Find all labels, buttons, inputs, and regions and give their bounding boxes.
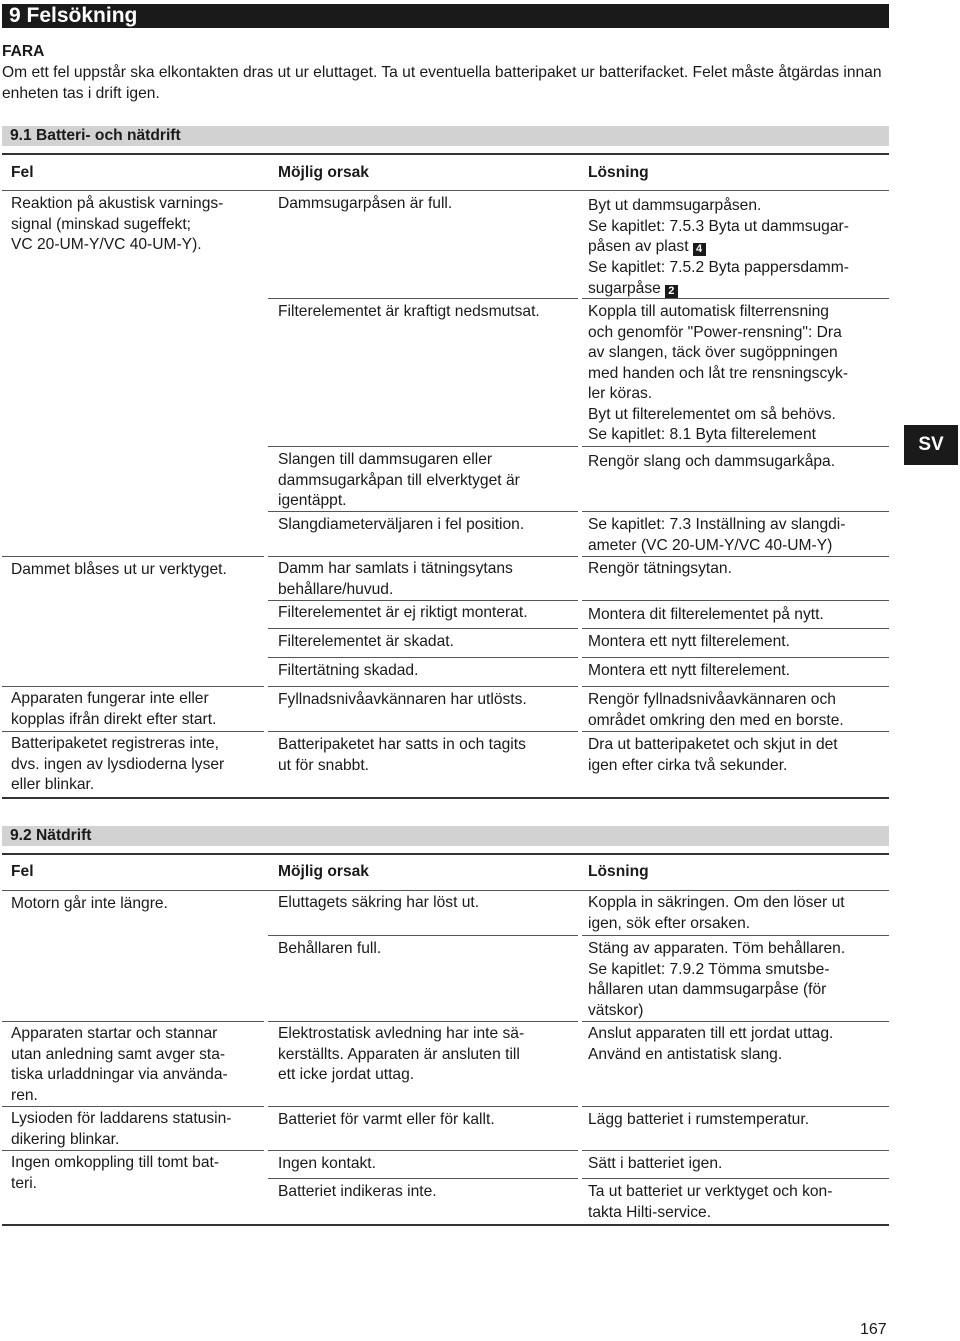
- row-divider: [582, 1021, 889, 1022]
- table-header-rule: [2, 190, 889, 191]
- solution-cell: Lägg batteriet i rumstemperatur.: [588, 1111, 810, 1128]
- solution-cell: Se kapitlet: 7.5.2 Byta pappersdamm-: [588, 259, 849, 276]
- row-divider: [268, 935, 578, 936]
- figure-reference-badge: 2: [665, 285, 678, 298]
- solution-text: påsen av plast: [588, 238, 689, 255]
- solution-cell: Sätt i batteriet igen.: [588, 1155, 723, 1172]
- page-title: 9 Felsökning: [2, 4, 889, 28]
- row-divider: [582, 657, 889, 658]
- table-top-rule: [2, 153, 889, 155]
- row-divider: [2, 1021, 264, 1022]
- cause-cell: Batteriet indikeras inte.: [278, 1183, 437, 1200]
- row-divider: [2, 1106, 264, 1107]
- solution-cell: Montera dit filterelementet på nytt.: [588, 606, 824, 623]
- fault-cell: Apparaten startar och stannar utan anledning samt avger sta- tiska urladdningar via använda- ren.: [11, 1025, 228, 1104]
- table-bottom-rule: [2, 1224, 889, 1226]
- row-divider: [268, 686, 578, 687]
- cause-cell: Batteriet för varmt eller för kallt.: [278, 1111, 495, 1128]
- table-top-rule: [2, 853, 889, 855]
- table-header-rule: [2, 890, 889, 891]
- figure-reference-badge: 4: [693, 243, 706, 256]
- row-divider: [2, 686, 264, 687]
- language-tab: SV: [904, 425, 958, 465]
- solution-cell: Ta ut batteriet ur verktyget och kon- takta Hilti-service.: [588, 1183, 833, 1221]
- column-header-fault: Fel: [11, 164, 34, 181]
- row-divider: [582, 731, 889, 732]
- section-title-mains: 9.2 Nätdrift: [2, 826, 889, 846]
- fault-cell: Ingen omkoppling till tomt bat- teri.: [11, 1154, 220, 1192]
- row-divider: [268, 1178, 578, 1179]
- solution-cell: Rengör fyllnadsnivåavkännaren och området omkring den med en borste.: [588, 691, 844, 729]
- cause-cell: Eluttagets säkring har löst ut.: [278, 894, 480, 911]
- row-divider: [268, 446, 578, 447]
- row-divider: [582, 1106, 889, 1107]
- cause-cell: Elektrostatisk avledning har inte sä- kerställts. Apparaten är ansluten till ett icke jordat uttag.: [278, 1025, 525, 1083]
- solution-cell: [588, 279, 678, 300]
- row-divider: [2, 1150, 264, 1151]
- row-divider: [2, 731, 264, 732]
- row-divider: [268, 731, 578, 732]
- cause-cell: Slangdiameterväljaren i fel position.: [278, 516, 525, 533]
- column-header-fault: Fel: [11, 863, 34, 880]
- row-divider: [582, 686, 889, 687]
- cause-cell: Damm har samlats i tätningsytans behållare/huvud.: [278, 560, 513, 598]
- row-divider: [582, 446, 889, 447]
- row-divider: [2, 556, 264, 557]
- cause-cell: Behållaren full.: [278, 940, 382, 957]
- row-divider: [268, 657, 578, 658]
- solution-text: sugarpåse: [588, 280, 661, 297]
- page-number: 167: [860, 1321, 887, 1338]
- row-divider: [582, 600, 889, 601]
- solution-cell: [588, 237, 706, 258]
- solution-cell: Dra ut batteripaketet och skjut in det igen efter cirka två sekunder.: [588, 736, 838, 774]
- cause-cell: Slangen till dammsugaren eller dammsugarkåpan till elverktyget är igentäppt.: [278, 451, 520, 509]
- row-divider: [268, 1021, 578, 1022]
- cause-cell: Filterelementet är ej riktigt monterat.: [278, 604, 528, 621]
- row-divider: [268, 511, 578, 512]
- table-bottom-rule: [2, 797, 889, 799]
- row-divider: [268, 556, 578, 557]
- fault-cell: Dammet blåses ut ur verktyget.: [11, 561, 227, 578]
- solution-cell: Montera ett nytt filterelement.: [588, 662, 790, 679]
- fault-cell: Motorn går inte längre.: [11, 895, 168, 912]
- solution-cell: Byt ut dammsugarpåsen. Se kapitlet: 7.5.3 Byta ut dammsugar-: [588, 197, 849, 235]
- fault-cell: Apparaten fungerar inte eller kopplas ifrån direkt efter start.: [11, 690, 217, 728]
- fault-cell: Reaktion på akustisk varnings- signal (minskad sugeffekt; VC 20-UM-Y/VC 40-UM-Y).: [11, 195, 224, 253]
- solution-cell: Montera ett nytt filterelement.: [588, 633, 790, 650]
- solution-cell: Rengör slang och dammsugarkåpa.: [588, 453, 836, 470]
- row-divider: [268, 628, 578, 629]
- row-divider: [582, 556, 889, 557]
- row-divider: [268, 298, 578, 299]
- row-divider: [268, 600, 578, 601]
- row-divider: [582, 511, 889, 512]
- solution-cell: Anslut apparaten till ett jordat uttag. Använd en antistatisk slang.: [588, 1025, 834, 1063]
- fault-cell: Lysioden för laddarens statusin- dikering blinkar.: [11, 1110, 232, 1148]
- cause-cell: Filterelementet är skadat.: [278, 633, 454, 650]
- row-divider: [582, 935, 889, 936]
- cause-cell: Fyllnadsnivåavkännaren har utlösts.: [278, 691, 527, 708]
- solution-cell: Koppla in säkringen. Om den löser ut igen, sök efter orsaken.: [588, 894, 845, 932]
- column-header-solution: Lösning: [588, 164, 649, 181]
- column-header-cause: Möjlig orsak: [278, 164, 369, 181]
- column-header-cause: Möjlig orsak: [278, 863, 369, 880]
- row-divider: [582, 628, 889, 629]
- row-divider: [268, 1150, 578, 1151]
- solution-cell: Rengör tätningsytan.: [588, 560, 732, 577]
- cause-cell: Batteripaketet har satts in och tagits ut för snabbt.: [278, 736, 526, 774]
- warning-heading: FARA: [2, 43, 45, 60]
- solution-cell: Se kapitlet: 7.3 Inställning av slangdi- ameter (VC 20-UM-Y/VC 40-UM-Y): [588, 516, 846, 554]
- row-divider: [582, 298, 889, 299]
- cause-cell: Filterelementet är kraftigt nedsmutsat.: [278, 303, 540, 320]
- warning-text: Om ett fel uppstår ska elkontakten dras ut ur eluttaget. Ta ut eventuella batteripaket ur batterifacket. Felet måste åtgärdas innan enheten tas i drift igen.: [2, 64, 882, 102]
- column-header-solution: Lösning: [588, 863, 649, 880]
- row-divider: [582, 1178, 889, 1179]
- cause-cell: Filtertätning skadad.: [278, 662, 419, 679]
- solution-cell: Stäng av apparaten. Töm behållaren. Se kapitlet: 7.9.2 Tömma smutsbe- hållaren utan dammsugarpåse (för vätskor): [588, 940, 846, 1019]
- cause-cell: Dammsugarpåsen är full.: [278, 195, 453, 212]
- row-divider: [582, 1150, 889, 1151]
- section-title-battery-mains: 9.1 Batteri- och nätdrift: [2, 126, 889, 146]
- solution-cell: Koppla till automatisk filterrensning och genomför "Power-rensning": Dra av slangen, täck över sugöppningen med handen och låt tre rensningscyk- ler köras. Byt ut filterelementet om så behövs. Se kapitlet: 8.1 Byta filterelement: [588, 303, 849, 443]
- row-divider: [268, 1106, 578, 1107]
- cause-cell: Ingen kontakt.: [278, 1155, 376, 1172]
- fault-cell: Batteripaketet registreras inte, dvs. ingen av lysdioderna lyser eller blinkar.: [11, 735, 225, 793]
